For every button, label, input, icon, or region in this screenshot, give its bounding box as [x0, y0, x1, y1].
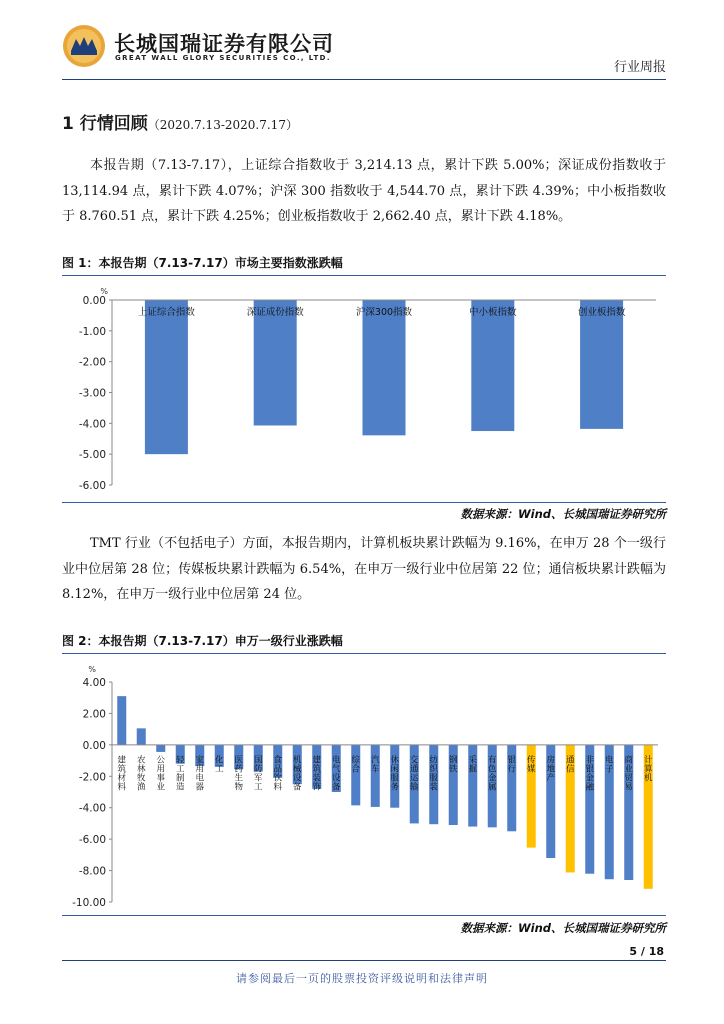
page-header	[62, 20, 666, 78]
section-date-range: （2020.7.13-2020.7.17）	[147, 118, 298, 132]
chart-2-bar	[156, 745, 165, 752]
figure-1-chart	[62, 278, 666, 500]
chart-2-y-tick: -2.00	[78, 771, 106, 784]
chart-2-category-label: 房地产	[544, 754, 555, 782]
chart-2-category-label: 休闲服务	[388, 754, 399, 791]
chart-1-y-tick: -6.00	[78, 480, 106, 492]
chart-2-category-label: 综合	[349, 754, 360, 773]
chart-1-category-label: 中小板指数	[469, 307, 517, 318]
market-summary-paragraph: 本报告期（7.13-7.17），上证综合指数收于 3,214.13 点，累计下跌 5.00%；深证成份指数收于 13,114.94 点，累计下跌 4.07%；沪深 300 指数收于 4,544.70 点，累计下跌 4.39%；中小板指数收于 8.760.51 点，累计下跌 4.25%；创业板指数收于 2,662.40 点，累计下跌 4.18%。	[62, 158, 666, 224]
legal-disclaimer: 请参阅最后一页的股票投资评级说明和法律声明	[236, 972, 488, 985]
chart-1-y-unit: %	[100, 287, 108, 296]
chart-2-category-label: 建筑装饰	[310, 754, 321, 791]
chart-1-bar	[254, 300, 297, 425]
figure-2-top-rule	[62, 653, 666, 654]
chart-2-y-tick: 0.00	[82, 739, 106, 752]
section-title	[62, 109, 298, 134]
chart-2-category-label: 交通运输	[408, 754, 419, 791]
chart-2-y-unit: %	[88, 665, 96, 674]
company-logo-icon	[62, 24, 106, 68]
figure-2-title: 图 2：本报告期（7.13-7.17）申万一级行业涨跌幅	[62, 634, 343, 648]
chart-2-category-label: 计算机	[642, 754, 653, 782]
chart-2-category-label: 汽车	[369, 754, 380, 773]
chart-2-y-tick: -6.00	[78, 834, 106, 847]
company-name-cn: 长城国瑞证券有限公司	[114, 32, 334, 56]
chart-2-category-label: 传媒	[525, 754, 536, 773]
chart-1-bar	[580, 300, 623, 429]
page-number: 5 / 18	[629, 945, 664, 958]
chart-1-y-tick: -1.00	[78, 325, 106, 338]
chart-1-bar	[471, 300, 514, 431]
report-type-label: 行业周报	[613, 60, 666, 75]
chart-1-y-tick: -4.00	[78, 418, 106, 431]
chart-2-category-label: 建筑材料	[115, 754, 126, 791]
chart-2-y-tick: -4.00	[78, 802, 106, 815]
chart-1-category-label: 深证成份指数	[246, 307, 304, 318]
figure-2-chart	[62, 656, 666, 914]
chart-2-category-label: 机械设备	[291, 754, 302, 791]
chart-2-y-tick: 2.00	[82, 708, 106, 721]
chart-2-category-label: 农林牧渔	[135, 754, 146, 791]
figure-1-source: 数据来源：Wind、长城国瑞证券研究所	[460, 507, 666, 521]
chart-1-category-label: 上证综合指数	[137, 307, 195, 318]
chart-1-bar	[145, 300, 188, 454]
tmt-summary-paragraph: TMT 行业（不包括电子）方面，本报告期内，计算机板块累计跌幅为 9.16%，在申万 28 个一级行业中位居第 28 位；传媒板块累计跌幅为 6.54%，在申万一级行业中位居第 22 位；通信板块累计跌幅为 8.12%，在申万一级行业中位居第 24 位。	[62, 536, 666, 602]
chart-2-category-label: 食品饮料	[271, 754, 282, 791]
chart-2-category-label: 纺织服装	[427, 754, 438, 791]
chart-2-category-label: 国防军工	[252, 754, 263, 791]
chart-1-y-tick: -2.00	[78, 356, 106, 369]
header-divider	[62, 79, 666, 80]
figure-1-top-rule	[62, 275, 666, 276]
chart-2-category-label: 钢铁	[447, 754, 458, 773]
chart-2-bar	[117, 696, 126, 745]
chart-2-category-label: 家用电器	[193, 754, 204, 791]
chart-2-category-label: 非银金融	[583, 754, 594, 791]
chart-2-category-label: 采掘	[466, 754, 477, 773]
chart-2-category-label: 轻工制造	[174, 754, 185, 791]
chart-2-category-label: 公用事业	[154, 754, 165, 791]
chart-2-category-label: 医药生物	[232, 754, 243, 791]
chart-1-y-tick: -5.00	[78, 449, 106, 462]
figure-1-bottom-rule	[62, 502, 666, 503]
chart-2-y-tick: -8.00	[78, 865, 106, 878]
chart-2-category-label: 电子	[603, 754, 614, 773]
chart-2-category-label: 有色金属	[486, 754, 497, 791]
figure-2-source: 数据来源：Wind、长城国瑞证券研究所	[460, 921, 666, 935]
company-name-en: GREAT WALL GLORY SECURITIES CO., LTD.	[115, 54, 331, 62]
chart-1-bar	[363, 300, 406, 435]
figure-2-bottom-rule	[62, 915, 666, 916]
chart-1-category-label: 沪深300指数	[355, 307, 413, 318]
chart-2-y-tick: -10.00	[72, 897, 106, 909]
chart-2-category-label: 电气设备	[330, 754, 341, 791]
chart-2-category-label: 商业贸易	[622, 754, 633, 791]
chart-1-category-label: 创业板指数	[577, 307, 626, 318]
chart-1-y-tick: -3.00	[78, 387, 106, 400]
chart-2-category-label: 化工	[213, 754, 224, 773]
chart-1-y-tick: 0.00	[82, 295, 106, 307]
figure-1-title: 图 1：本报告期（7.13-7.17）市场主要指数涨跌幅	[62, 256, 343, 270]
chart-2-category-label: 银行	[505, 754, 516, 773]
chart-2-y-tick: 4.00	[82, 677, 106, 689]
footer-divider	[62, 960, 666, 961]
chart-2-category-label: 通信	[564, 754, 575, 773]
chart-2-bar	[137, 728, 146, 745]
section-heading: 1 行情回顾	[62, 114, 148, 134]
